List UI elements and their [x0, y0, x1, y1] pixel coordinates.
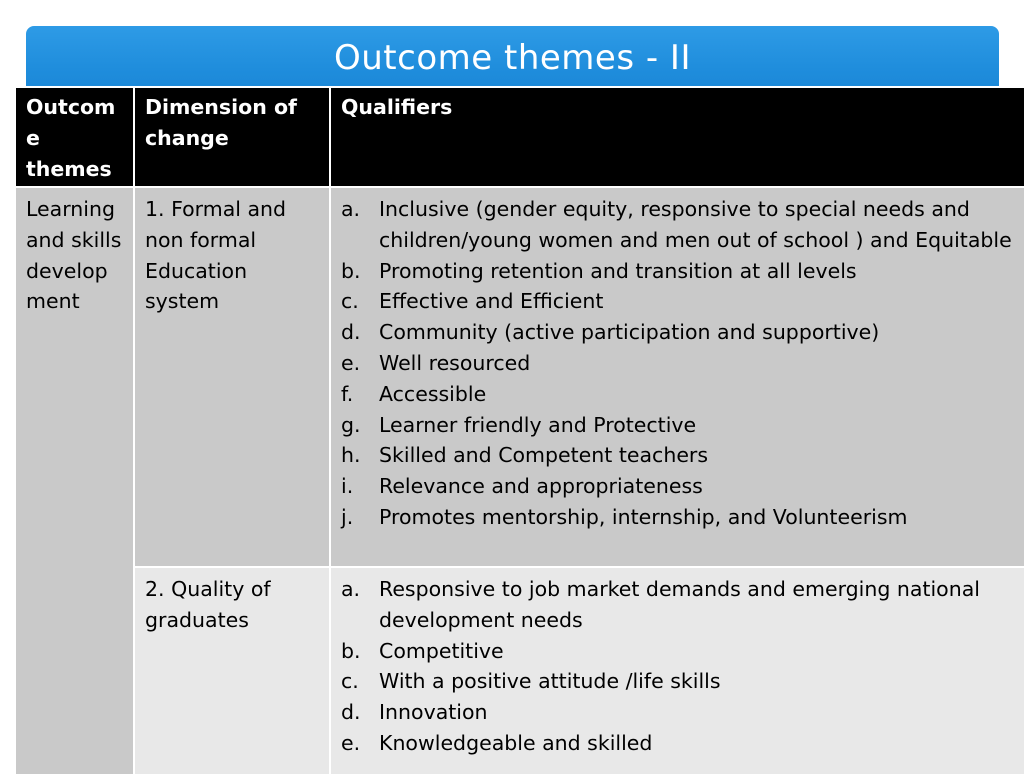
list-item: [341, 348, 1014, 379]
outcome-table: [14, 86, 1024, 776]
qualifier-marker: a.: [341, 577, 361, 601]
qualifier-marker: i.: [341, 474, 354, 499]
qualifier-text: Knowledgeable and skilled: [379, 730, 653, 755]
qualifier-marker: d.: [341, 320, 361, 345]
header-dimension-of-change: Dimension of change: [134, 87, 330, 187]
qualifier-text: Accessible: [379, 381, 487, 406]
qualifier-text: Well resourced: [379, 350, 531, 375]
qualifier-text: Skilled and Competent teachers: [379, 443, 709, 468]
qualifier-marker: b.: [341, 638, 361, 663]
qualifier-marker: c.: [341, 289, 359, 314]
table-row: [15, 187, 1024, 567]
qualifier-marker: e.: [341, 350, 361, 375]
qualifiers-cell: [330, 567, 1024, 775]
table-header-row: [15, 87, 1024, 187]
qualifier-list: [341, 194, 1014, 533]
qualifier-marker: e.: [341, 730, 361, 755]
qualifier-text: Promoting retention and transition at all levels: [379, 258, 857, 283]
qualifier-text: Effective and Efficient: [379, 289, 604, 314]
list-item: [341, 728, 1014, 759]
qualifier-marker: b.: [341, 258, 361, 283]
qualifier-marker: c.: [341, 669, 359, 694]
list-item: [341, 666, 1014, 697]
qualifier-text: Learner friendly and Protective: [379, 412, 697, 437]
header-qualifiers: Qualifiers: [330, 87, 1024, 187]
list-item: [341, 317, 1014, 348]
qualifier-marker: j.: [341, 504, 354, 529]
qualifier-text: Responsive to job market demands and emerging national development needs: [379, 577, 980, 632]
qualifier-list: [341, 574, 1014, 759]
list-item: [341, 194, 1014, 256]
slide-title: Outcome themes - II: [334, 38, 691, 78]
list-item: [341, 636, 1014, 667]
list-item: [341, 574, 1014, 636]
table-row: [15, 567, 1024, 775]
qualifier-marker: d.: [341, 700, 361, 725]
header-outcome-themes: Outcom e themes: [15, 87, 134, 187]
list-item: [341, 697, 1014, 728]
qualifier-text: Community (active participation and supportive): [379, 320, 880, 345]
list-item: [341, 471, 1014, 502]
qualifier-text: Relevance and appropriateness: [379, 474, 703, 499]
qualifiers-cell: [330, 187, 1024, 567]
qualifier-text: Competitive: [379, 638, 504, 663]
list-item: [341, 256, 1014, 287]
theme-cell: Learning and skills develop ment: [15, 187, 134, 775]
qualifier-text: Inclusive (gender equity, responsive to special needs and children/young women and men out of school ) and Equitable: [379, 197, 1012, 252]
list-item: [341, 379, 1014, 410]
list-item: [341, 286, 1014, 317]
dimension-cell: 2. Quality of graduates: [134, 567, 330, 775]
qualifier-marker: a.: [341, 197, 361, 221]
qualifier-text: Innovation: [379, 700, 488, 725]
list-item: [341, 410, 1014, 441]
qualifier-marker: g.: [341, 412, 361, 437]
dimension-cell: 1. Formal and non formal Education system: [134, 187, 330, 567]
list-item: [341, 502, 1014, 533]
qualifier-marker: f.: [341, 381, 354, 406]
qualifier-text: Promotes mentorship, internship, and Volunteerism: [379, 504, 908, 529]
qualifier-marker: h.: [341, 443, 361, 468]
list-item: [341, 440, 1014, 471]
qualifier-text: With a positive attitude /life skills: [379, 669, 721, 694]
